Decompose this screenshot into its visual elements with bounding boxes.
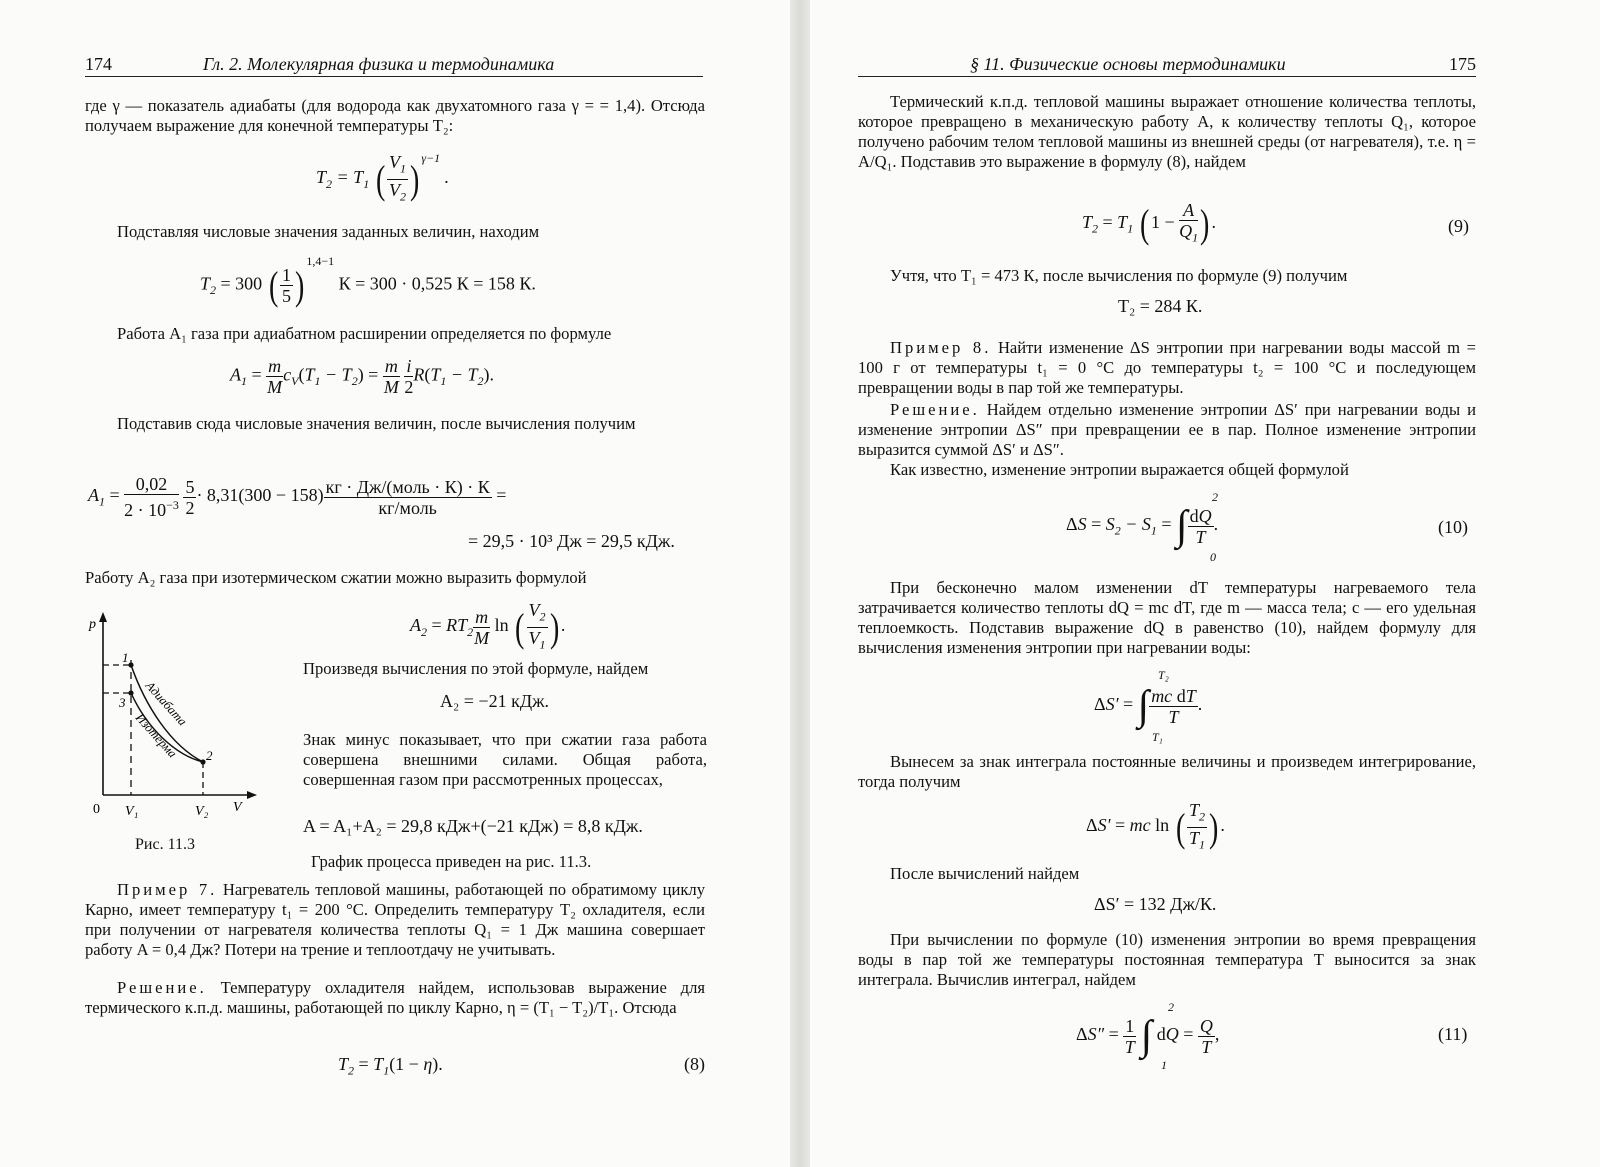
formula-t2-numeric-result: К = 300 · 0,525 К = 158 К. [338,273,536,294]
formula-10: $\Delta S = S_2 - S_1$ = ∫ $\frac{dQ}{T}$ . [1066,503,1219,549]
v1-label: V₁ [125,804,139,819]
equation-number-11: (11) [1438,1024,1468,1044]
formula-11: ΔS″ = $\frac{1}{T}$ ∫ dQ = $\frac{Q}{T}$ , [1076,1013,1220,1059]
left-paragraph-7: Знак минус показывает, что при сжатии газа работа совершена внешними силами. Общая работа, совершенная газом при рассмотренных процессах, [303,730,707,789]
page-number-left: 174 [85,54,112,74]
right-paragraph-7: При вычислении по формуле (10) изменения энтропии во время превращения воды в пар той же температуры постоянная температура T выносится за знак интеграла. Вычислив интеграл, найдем [858,930,1476,989]
right-running-header [858,52,1476,77]
point-3 [128,690,133,695]
integral-lower-0: 0 [1210,550,1216,564]
equation-number-10: (10) [1438,517,1468,537]
figure-pv-diagram [85,610,260,835]
p-axis-arrow-icon [99,612,107,622]
example-8-label: Пример 8. [890,338,992,357]
right-paragraph-5: Вынесем за знак интеграла постоянные величины и произведем интегрирование, тогда получим [858,752,1476,791]
integral-lower-1: 1 [1161,1058,1167,1072]
formula-a1: $A_1$ = $\frac{m}{M}$ $c_V(T_1 - T_2)$ = $\frac{m}{M}$ $\frac{i}{2}$ $R(T_1 - T_2)$. [230,356,495,397]
equation-number-9: (9) [1448,216,1469,236]
units-denominator: кг/моль [378,497,437,518]
integral-upper-t2: T₂ [1158,668,1169,682]
formula-ds-prime-integral: ΔS′ = ∫ $\frac{\text{mc dT}}{T}$ . [1094,683,1203,729]
left-paragraph-1: где γ — показатель адиабаты (для водорода как двухатомного газа γ = = 1,4). Отсюда получаем выражение для конечной температуры T₂: [85,96,705,135]
equation-number-8: (8) [684,1054,705,1074]
integral-upper-2b: 2 [1168,1000,1174,1014]
left-paragraph-5: Работу A₂ газа при изотермическом сжатии можно выразить формулой [85,568,587,587]
section-title: § 11. Физические основы термодинамики [970,54,1286,74]
book-gutter [790,0,810,1167]
integral-lower-t1: T₁ [1152,730,1163,744]
left-paragraph-8: График процесса приведен на рис. 11.3. [311,852,592,871]
right-paragraph-3: Как известно, изменение энтропии выражается общей формулой [890,460,1349,479]
adiabat-label: Адиабата [142,678,190,729]
example-7 [85,880,705,960]
right-paragraph-2: Учтя, что T₁ = 473 К, после вычисления по формуле (9) получим [890,266,1348,285]
right-paragraph-4: При бесконечно малом изменении dT температуры нагреваемого тела затрачивается количество теплоты dQ = mc dT, где m — масса тела; c — его удельная теплоемкость. Подставив выражение dQ в равенство (10), найдем формулу для вычисления изменения энтропии при нагревании воды: [858,578,1476,657]
formula-ds-prime-result: ΔS′ = 132 Дж/К. [1094,894,1217,914]
figure-caption: Рис. 11.3 [135,836,195,853]
point-1-label: 1 [122,650,129,665]
formula-9: $T_2 = T_1$ ( 1 − $\frac{A}{Q_1}$ ) . [1082,200,1216,247]
example-8-solution [858,400,1476,460]
right-paragraph-6: После вычислений найдем [890,864,1080,883]
v-axis-arrow-icon [247,791,257,799]
formula-a1-result: = 29,5 · 10³ Дж = 29,5 кДж. [468,531,675,551]
right-paragraph-1: Термический к.п.д. тепловой машины выражает отношение количества теплоты, которое превращено в механическую работу A, к количеству теплоты Q₁, которое получено рабочим телом тепловой машины из внешней среды (от нагревателя), т.е. η = A/Q₁. Подставив это выражение в формулу (8), найдем [858,92,1476,171]
formula-a-total: A = A₁+A₂ = 29,8 кДж+(−21 кДж) = 8,8 кДж. [303,816,643,836]
formula-a1-numeric: $A_1$ = $\frac{0,02}{2 \cdot 10^{-3}}$ $\frac{5}{2}$ · 8,31(300 − 158) $\frac{\text{кг · Дж/(моль · К) · К}}{\text{кг/моль}}$ = [88,474,507,520]
left-paragraph-4: Подставив сюда числовые значения величин, после вычисления получим [117,414,636,433]
solution-text-8: Найдем отдельно изменение энтропии ΔS′ при нагревании воды и изменение энтропии ΔS″ при превращении ее в пар. Полное изменение энтропии выразится суммой ΔS′ и ΔS″. [858,400,1476,459]
formula-8: $T_2 = T_1(1 - \eta)$. [338,1054,443,1078]
example-7-text: Нагреватель тепловой машины, работающей по обратимому циклу Карно, имеет температуру t₁ = 200 °С. Определить температуру T₂ охладителя, если при получении от нагревателя количества теплоты Q₁ = 1 Дж машина совершает работу A = 0,4 Дж? Потери на трение и теплоотдачу не учитывать. [85,880,705,959]
formula-a2: $A_2 = RT_2$ $\frac{m}{M}$ ln ( $\frac{V_2}{V_1}$ ) . [410,600,566,652]
integral-upper-2: 2 [1212,490,1218,504]
formula-t2-numeric: $T_2 = 300$ ( $\frac{1}{5}$ )$^{1,4-1}$ К = 300 · 0,525 К = 158 К. [200,253,536,308]
formula-a1-mid: · 8,31(300 − 158) [196,485,324,506]
formula-t2-result: T₂ = 284 К. [1118,296,1203,316]
example-7-solution [85,978,705,1018]
left-paragraph-6: Произведя вычисления по этой формуле, найдем [303,659,649,678]
solution-label-8: Решение. [890,400,980,419]
example-8 [858,338,1476,398]
v2-label: V₂ [195,804,209,819]
formula-t2-adiabatic: $T_2 = T_1$ ( $\frac{V_1}{V_2}$ ) $^{\gamma-1}$ . [316,151,450,204]
point-2 [200,759,205,764]
left-paragraph-3: Работа A₁ газа при адиабатном расширении определяется по формуле [117,324,612,343]
units-numerator: кг · Дж/(моль · К) · К [325,476,490,497]
solution-label: Решение. [117,978,207,997]
isotherm-label: Изотерма [132,710,180,761]
chapter-title: Гл. 2. Молекулярная физика и термодинамика [203,54,555,74]
axis-p-label: p [89,617,96,632]
formula-a2-result: A₂ = −21 кДж. [440,691,550,711]
formula-ds-prime-log: ΔS′ = mc ln ( $\frac{T_2}{T_1}$ ) . [1086,800,1225,852]
example-7-label: Пример 7. [117,880,218,899]
point-2-label: 2 [206,748,213,763]
axis-v-label: V [233,800,242,815]
page-number-right: 175 [1449,54,1476,74]
left-paragraph-2: Подставляя числовые значения заданных величин, находим [117,222,540,241]
example-8-text: Найти изменение ΔS энтропии при нагревании воды массой m = 100 г от температуры t₁ = 0 °С до температуры t₂ = 100 °С и последующем превращении воды в пар той же температуры. [858,338,1477,397]
solution-text: Температуру охладителя найдем, использовав выражение для термического к.п.д. машины, работающей по циклу Карно, η = (T₁ − T₂)/T₁. Отсюда [85,978,705,1017]
point-3-label: 3 [119,695,126,710]
origin-label: 0 [93,802,100,817]
left-running-header [85,52,703,77]
point-1 [128,662,133,667]
